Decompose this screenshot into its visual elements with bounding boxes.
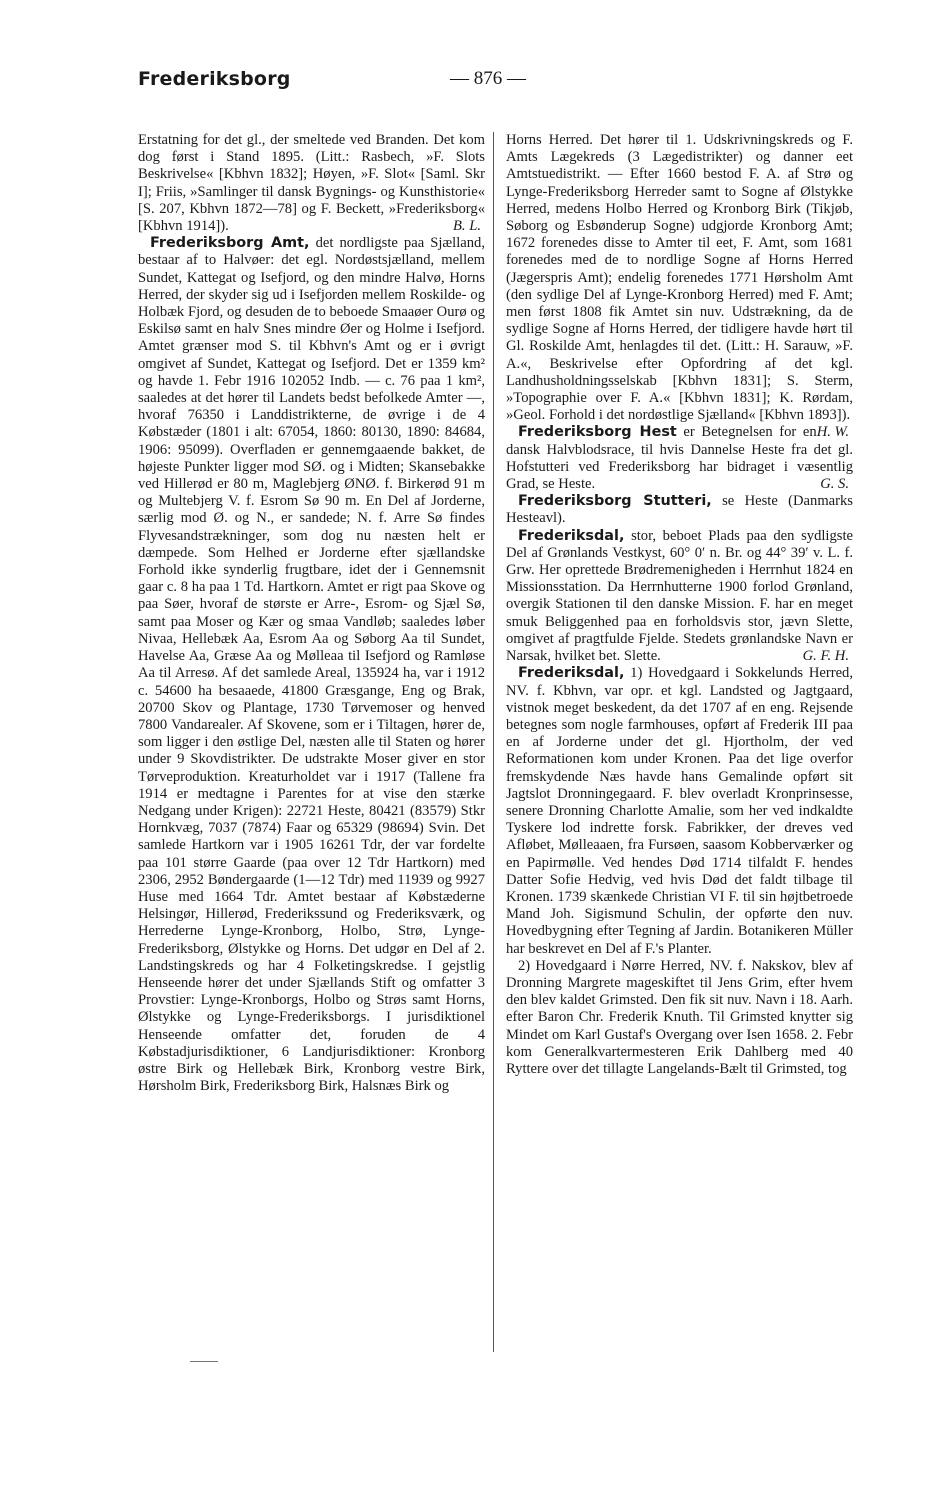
entry-text: 1) Hovedgaard i Sokkelunds Herred, NV. f. Kbhvn, var opr. et kgl. Landsted og Jagtgaard, vistnok meget beskedent, da det 1707 af en eng. Rejsende betegnes som nogle farmhouses, opført af Frederik III paa en af Jorderne under det gl. Hjortholm, der ved Reformationen kom under Kronen. Paa det lige overfor fremskydende Næs havde hans Gemalinde opført sit Jagtslot Dronningegaard. F. blev overladt Kronprinsesse, senere Dronning Charlotte Amalie, som her ved indkaldte Tyskere lod indrette forsk. Fabrikker, der dreves ved Afløbet, Mølleaaen, fra Fursøen, saasom Kobberværker og en Papirmølle. Ved hendes Død 1714 tilfaldt F. hendes Datter Sofie Hedvig, ved hvis Død det faldt tilbage til Kronen. 1739 skænkede Christian VI F. til sin højtbetroede Mand Joh. Sigismund Schulin, der opførte den nuv. Hovedbygning efter Tegning af Jardin. Botanikeren Müller har beskrevet en Del af F.'s Planter. <box>506 665 853 957</box>
article-frederiksdal-estate-2 <box>506 958 853 1078</box>
author-signature: H. W. <box>816 424 849 441</box>
running-title: Frederiksborg <box>138 68 291 90</box>
article-frederiksborg-hest <box>506 424 853 493</box>
article-frederiksdal-greenland <box>506 528 853 666</box>
author-signature: B. L. <box>453 218 481 235</box>
entry-headword: Frederiksdal, <box>518 665 625 682</box>
page-header <box>138 66 868 102</box>
author-signature: G. F. H. <box>802 648 849 665</box>
footer-mark <box>190 1361 218 1362</box>
page-number: — 876 — <box>450 68 526 89</box>
entry-headword: Frederiksborg Hest <box>518 424 677 441</box>
entry-text: se Heste (Danmarks Hesteavl). <box>506 493 853 527</box>
entry-headword: Frederiksdal, <box>518 527 625 544</box>
column-divider <box>493 132 494 1352</box>
entry-headword: Frederiksborg Stutteri, <box>518 493 712 510</box>
entry-text: det nordligste paa Sjælland, bestaar af to Halvøer: det egl. Nordøstsjælland, mellem Sundet, Kattegat og Isefjord, og den mindre Halvø, Horns Herred, der skyder sig ud i Isefjorden mellem Roskilde- og Holbæk Fjord, og desuden de to beboede Smaaøer Ourø og Eskilsø samt en halv Snes mindre Øer og Holme i Isefjord. Amtet grænser mod S. til Kbhvn's Amt og er i øvrigt omgivet af Sundet, Kattegat og Isefjord. Det er 1359 km² og havde 1. Febr 1916 102052 Indb. — c. 76 paa 1 km², saaledes at det hører til Landets bedst befolkede Amter —, hvoraf 76350 i Landdistrikterne, de øvrige i de 4 Købstæder (1801 i alt: 67054, 1860: 80130, 1890: 84684, 1906: 95099). Overfladen er gennemgaaende bakket, de højeste Punkter ligger mod SØ. og i Midten; Skansebakke ved Hillerød er 80 m, Maglebjerg ØNØ. f. Birkerød 91 m og Multebjerg V. f. Esrom Sø 90 m. En Del af Jorderne, særlig mod Ø. og N., er sandede; N. f. Arre Sø findes Flyvesandstrækninger, som dog nu næsten helt er dæmpede. Som Helhed er Jorderne efter sjællandske Forhold ikke synderlig frugtbare, idet der i Gennemsnit gaar c. 8 ha paa 1 Td. Hartkorn. Amtet er rigt paa Skove og paa Søer, hvoraf de største er Arre-, Esrom- og Sjæl Sø, samt paa Moser og Kær og smaa Vandløb; saaledes løber Nivaa, Hellebæk Aa, Esrom Aa og Søborg Aa til Sundet, Havelse Aa, Græse Aa og Mølleaa til Isefjord og Ramløse Aa til Arresø. Af det samlede Areal, 135924 ha, var i 1912 c. 54600 ha besaaede, 41800 Græsgange, Eng og Brak, 20700 Skov og Plantage, 1730 Tørvemoser og henved 7800 Vandarealer. Af Skovene, som er i Tiltagen, hører de, som ligger i den østlige Del, næsten alle til Staten og hører under 9 Skovdistrikter. De udstrakte Moser giver en stor Tørveproduktion. Kreaturholdet var i 1917 (Tallene fra 1914 er medtagne i Parentes for at vise den stærke Nedgang under Krigen): 22721 Heste, 80421 (83579) Stkr Hornkvæg, 7037 (7874) Faar og 65329 (98694) Svin. Det samlede Hartkorn var i 1905 16261 Tdr, der var fordelte paa 101 større Gaarde (paa over 12 Tdr Hartkorn) med 2306, 2952 Bøndergaarde (1—12 Tdr) med 11939 og 9927 Huse med 1664 Tdr. Amtet bestaar af Købstæderne Helsingør, Hillerød, Frederikssund og Frederiksværk, og Herrederne Lynge-Kronborg, Holbo, Strø, Lynge-Frederiksborg, Ølstykke og Horns. Det udgør en Del af 2. Landstingskreds og har 4 Folketingskredse. I gejstlig Henseende hører det under Sjællands Stift og omfatter 3 Provstier: Lynge-Kronborgs, Holbo og Strøs samt Horns, Ølstykke og Lynge-Frederiksborgs. I jurisdiktionel Henseende omfatter det, foruden de 4 Købstadjurisdiktioner, 6 Landjurisdiktioner: Kronborg østre Birk og Hellebæk Birk, Kronborg vestre Birk, Hørsholm Birk, Frederiksborg Birk, Halsnæs Birk og <box>138 235 485 1095</box>
entry-headword: Frederiksborg Amt, <box>150 235 310 252</box>
paragraph-text: Erstatning for det gl., der smeltede ved Branden. Det kom dog først i Stand 1895. (Litt.: Rasbech, »F. Slots Beskrivelse« [Kbhvn 1832]; Høyen, »F. Slot« [Saml. Skr I]; Friis, »Samlinger til dansk Bygnings- og Kunsthistorie« [S. 207, Kbhvn 1872—78] og F. Beckett, »Frederiksborg« [Kbhvn 1914]). <box>138 132 485 235</box>
right-column <box>506 132 853 1357</box>
entry-text: 2) Hovedgaard i Nørre Herred, NV. f. Nakskov, blev af Dronning Margrete mageskiftet til Jens Grim, efter hvem den blev kaldet Grimsted. Den fik sit nuv. Navn i 18. Aarh. efter Baron Chr. Frederik Knuth. Til Grimsted knytter sig Mindet om Karl Gustaf's Overgang over Isen 1658. 2. Febr kom Generalkvartermesteren Erik Dahlberg med 40 Ryttere over det tillagte Langelands-Bælt til Grimsted, tog <box>506 957 853 1077</box>
author-signature: G. S. <box>820 476 849 493</box>
article-frederiksborg-stutteri <box>506 493 853 527</box>
paragraph-text: Horns Herred. Det hører til 1. Udskrivningskreds og F. Amts Lægekreds (3 Lægedistrikter) og danner eet Amtstuedistrikt. — Efter 1660 bestod F. A. af Strø og Lynge-Frederiksborg Herreder samt to Sogne af Ølstykke Herred, medens Holbo Herred og Kronborg Birk (Tikjøb, Søborg og Esbønderup Sogne) udgjorde Kronborg Amt; 1672 forenedes disse to Amter til eet, F. Amt, som 1681 forenedes med de to nordlige Sogne af Horns Herred (Jægerspris Amt); endelig forenedes 1771 Hørsholm Amt (den sydlige Del af Lynge-Kronborg Herred) med F. Amt; men først 1808 fik Amtet sin nuv. Udstrækning, da de sydlige Sogne af Horns Herred, der tidligere havde hørt til Gl. Roskilde Amt, henlagdes til det. (Litt.: H. Sarauw, »F. A.«, Beskrivelse efter Opfordring af det kgl. Landhusholdningsselskab [Kbhvn 1831]; S. Sterm, »Topographie over F. A.« [Kbhvn 1831]; K. Rørdam, »Geol. Forhold i det nordøstlige Sjælland« [Kbhvn 1893]). <box>506 132 853 424</box>
article-frederiksdal-estate <box>506 665 853 957</box>
entry-text: er Betegnelsen for en dansk Halvblodsrace, til hvis Dannelse Heste fra det gl. Hofstutteri ved Frederiksborg har bidraget i væsentlig Grad, se Heste. <box>506 424 853 493</box>
left-column <box>138 132 485 1357</box>
entry-text: stor, beboet Plads paa den sydligste Del af Grønlands Vestkyst, 60° 0′ n. Br. og 44° 39′ v. L. f. Grw. Her oprettede Brødremenigheden i Herrnhut 1824 en Missionsstation. Da Herrnhutterne 1900 forlod Grønland, overgik Stationen til den danske Mission. F. har en meget smuk Beliggenhed paa en forholdsvis stor, jævn Slette, omgivet af pragtfulde Fjelde. Stedets grønlandske Navn er Narsak, hvilket bet. Slette. <box>506 527 853 665</box>
article-continuation <box>138 132 485 235</box>
article-frederiksborg-amt <box>138 235 485 1095</box>
